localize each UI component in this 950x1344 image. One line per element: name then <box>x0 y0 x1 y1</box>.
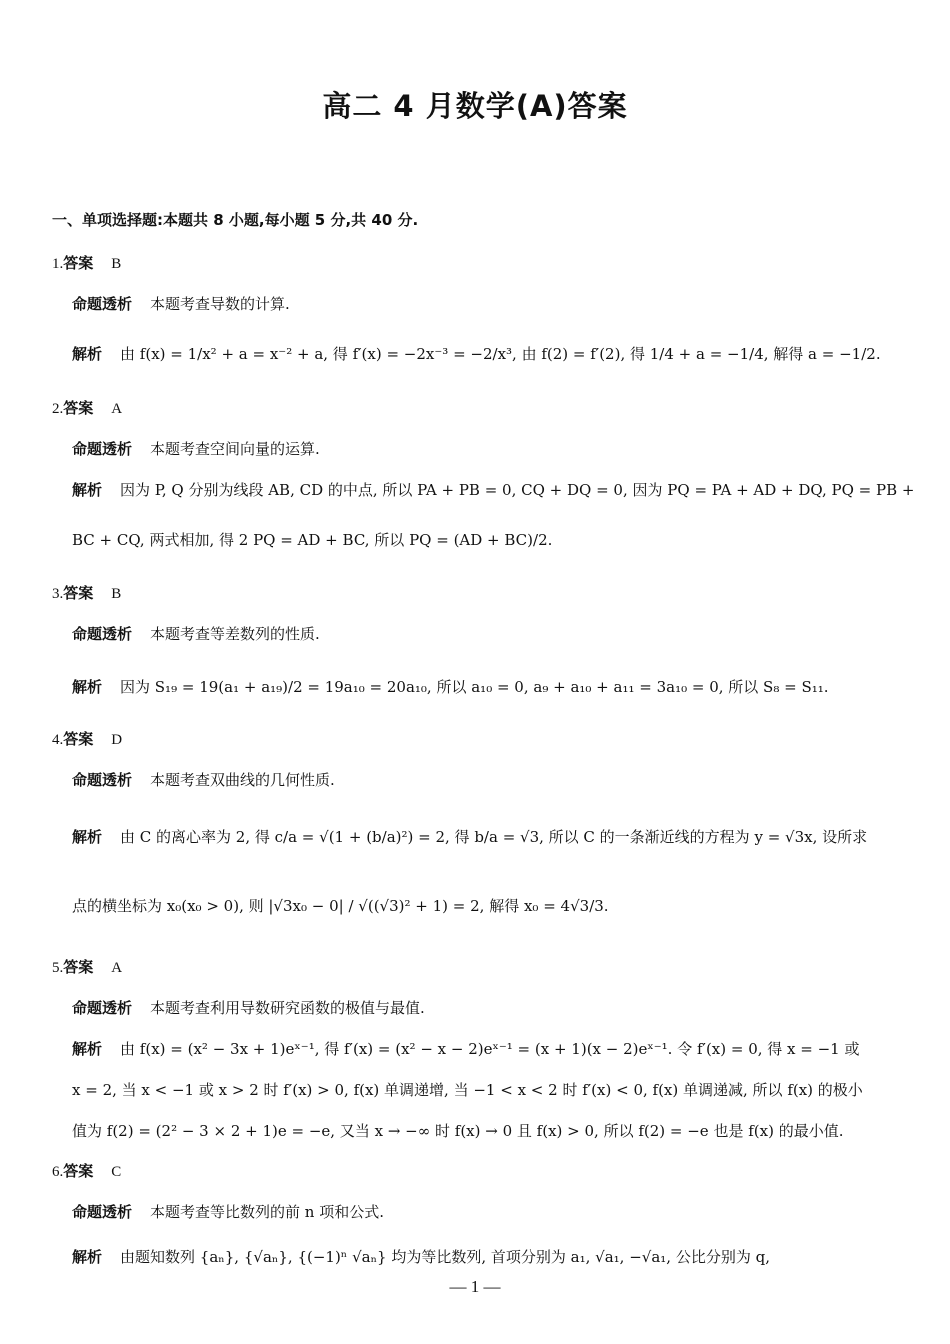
answer-value: B <box>111 586 122 602</box>
section-heading: 一、单项选择题:本题共 8 小题,每小题 5 分,共 40 分. <box>52 211 419 229</box>
analysis-text: 由 f(x) = (x² − 3x + 1)eˣ⁻¹, 得 f′(x) = (x² − x − 2)eˣ⁻¹ = (x + 1)(x − 2)eˣ⁻¹. 令 f′(x) = 0, 得 x = −1 或 <box>120 1040 860 1058</box>
answer-label: 答案 <box>63 399 94 417</box>
answer-label: 答案 <box>63 584 94 602</box>
question-4-analysis-line-2: 点的横坐标为 x₀(x₀ > 0), 则 |√3x₀ − 0| / √((√3)² + 1) = 2, 解得 x₀ = 4√3/3. <box>72 897 609 915</box>
question-5-analysis <box>72 1038 860 1059</box>
insight-label: 命题透析 <box>72 625 133 643</box>
question-2-analysis-line-2: BC + CQ, 两式相加, 得 2 PQ = AD + BC, 所以 PQ = (AD + BC)/2. <box>72 531 553 549</box>
insight-text: 本题考查双曲线的几何性质. <box>150 771 335 789</box>
question-6-insight <box>72 1201 384 1222</box>
question-number: 2. <box>52 401 64 417</box>
question-2-analysis <box>72 479 914 500</box>
insight-label: 命题透析 <box>72 295 133 313</box>
analysis-label: 解析 <box>72 828 103 846</box>
question-2-header <box>52 397 122 418</box>
insight-text: 本题考查导数的计算. <box>150 295 290 313</box>
analysis-text: 由 f(x) = 1/x² + a = x⁻² + a, 得 f′(x) = −2x⁻³ = −2/x³, 由 f(2) = f′(2), 得 1/4 + a = −1/4, 解得 a = −1/2. <box>120 345 881 363</box>
question-3-analysis <box>72 676 829 697</box>
insight-label: 命题透析 <box>72 771 133 789</box>
answer-label: 答案 <box>63 1162 94 1180</box>
question-6-header <box>52 1160 121 1181</box>
answer-label: 答案 <box>63 730 94 748</box>
page-number: — 1 — <box>449 1277 501 1296</box>
question-4-insight <box>72 769 335 790</box>
question-1-analysis <box>72 343 881 364</box>
answer-value: B <box>111 256 122 272</box>
question-5-analysis-line-2: x = 2, 当 x < −1 或 x > 2 时 f′(x) > 0, f(x) 单调递增, 当 −1 < x < 2 时 f′(x) < 0, f(x) 单调递减, 所以 f(x) 的极小 <box>72 1081 863 1099</box>
question-number: 1. <box>52 256 64 272</box>
answer-value: A <box>111 960 123 976</box>
analysis-label: 解析 <box>72 1040 103 1058</box>
question-3-header <box>52 582 121 603</box>
analysis-label: 解析 <box>72 678 103 696</box>
answer-value: A <box>111 401 123 417</box>
insight-text: 本题考查利用导数研究函数的极值与最值. <box>150 999 425 1017</box>
insight-label: 命题透析 <box>72 1203 133 1221</box>
question-4-analysis <box>72 826 867 847</box>
answer-value: D <box>111 732 123 748</box>
question-1-header <box>52 252 121 273</box>
analysis-text: 由题知数列 {aₙ}, {√aₙ}, {(−1)ⁿ √aₙ} 均为等比数列, 首项分别为 a₁, √a₁, −√a₁, 公比分别为 q, <box>120 1248 770 1266</box>
analysis-text: 由 C 的离心率为 2, 得 c/a = √(1 + (b/a)²) = 2, 得 b/a = √3, 所以 C 的一条渐近线的方程为 y = √3x, 设所求 <box>120 828 868 846</box>
analysis-label: 解析 <box>72 1248 103 1266</box>
question-number: 3. <box>52 586 64 602</box>
question-1-insight <box>72 293 290 314</box>
insight-text: 本题考查等差数列的性质. <box>150 625 320 643</box>
answer-label: 答案 <box>63 254 94 272</box>
answer-label: 答案 <box>63 958 94 976</box>
analysis-text: 因为 P, Q 分别为线段 AB, CD 的中点, 所以 PA + PB = 0, CQ + DQ = 0, 因为 PQ = PA + AD + DQ, PQ = PB + <box>120 481 915 499</box>
question-number: 5. <box>52 960 64 976</box>
document-title: 高二 4 月数学(A)答案 <box>322 89 628 123</box>
answer-value: C <box>111 1164 122 1180</box>
question-5-analysis-line-3: 值为 f(2) = (2² − 3 × 2 + 1)e = −e, 又当 x → −∞ 时 f(x) → 0 且 f(x) > 0, 所以 f(2) = −e 也是 f(x) 的最小值. <box>72 1122 844 1140</box>
analysis-label: 解析 <box>72 481 103 499</box>
question-number: 6. <box>52 1164 64 1180</box>
insight-text: 本题考查等比数列的前 n 项和公式. <box>150 1203 384 1221</box>
analysis-text: 因为 S₁₉ = 19(a₁ + a₁₉)/2 = 19a₁₀ = 20a₁₀, 所以 a₁₀ = 0, a₉ + a₁₀ + a₁₁ = 3a₁₀ = 0, 所以 S₈ = S₁₁. <box>120 678 829 696</box>
question-5-insight <box>72 997 425 1018</box>
analysis-label: 解析 <box>72 345 103 363</box>
question-2-insight <box>72 438 320 459</box>
insight-label: 命题透析 <box>72 440 133 458</box>
question-5-header <box>52 956 122 977</box>
insight-label: 命题透析 <box>72 999 133 1017</box>
question-6-analysis <box>72 1246 770 1267</box>
question-number: 4. <box>52 732 64 748</box>
question-4-header <box>52 728 122 749</box>
insight-text: 本题考查空间向量的运算. <box>150 440 320 458</box>
question-3-insight <box>72 623 320 644</box>
